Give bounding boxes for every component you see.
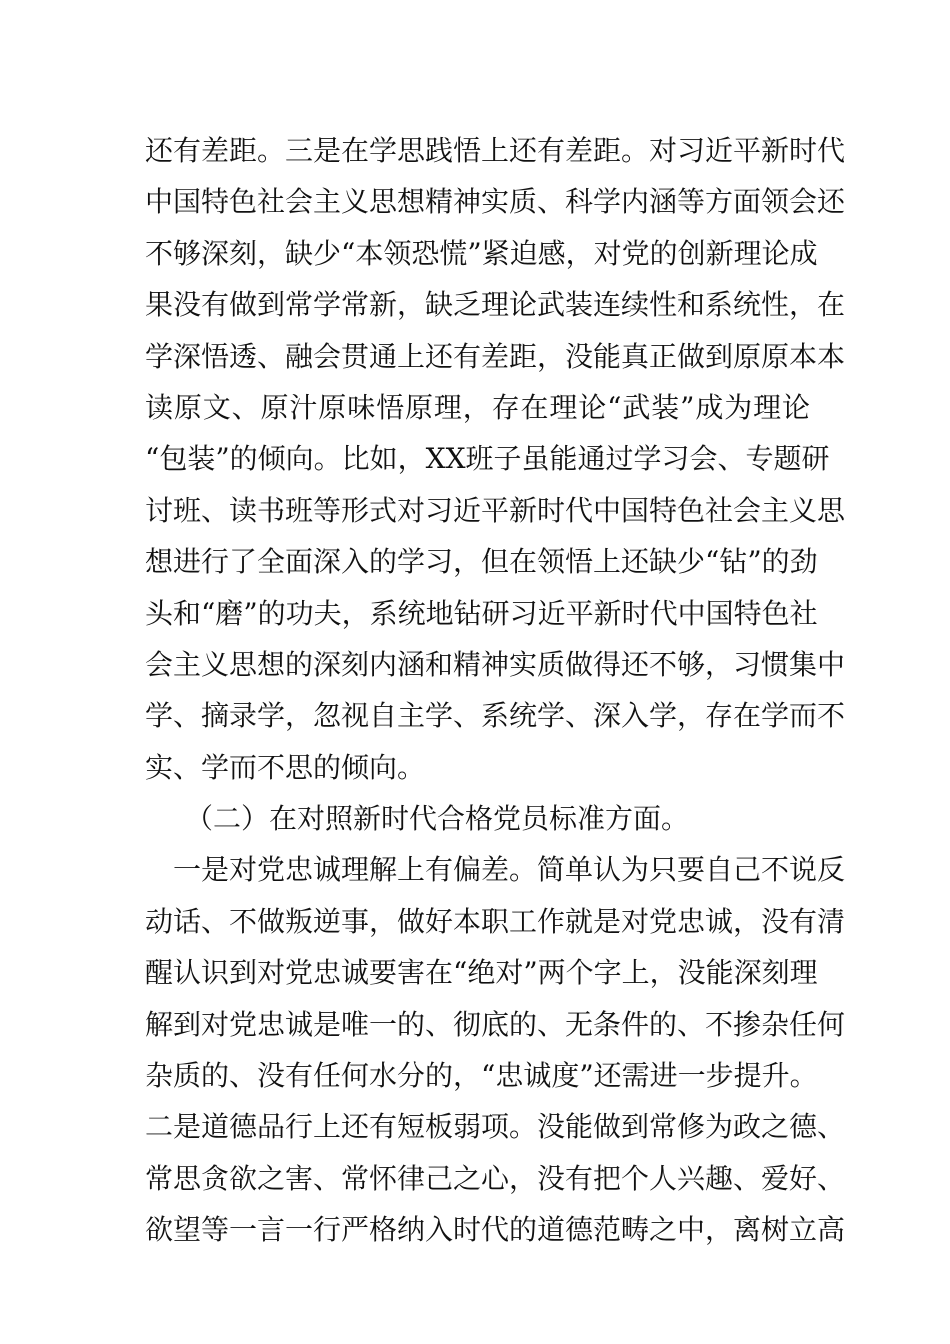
text-line: 动话、不做叛逆事，做好本职工作就是对党忠诚，没有清 <box>145 904 846 938</box>
text-line: 欲望等一言一行严格纳入时代的道德范畴之中，离树立高 <box>145 1213 846 1247</box>
text-line: 杂质的、没有任何水分的，“忠诚度”还需进一步提升。 <box>145 1059 818 1093</box>
text-line: 中国特色社会主义思想精神实质、科学内涵等方面领会还 <box>145 185 846 219</box>
text-line: 会主义思想的深刻内涵和精神实质做得还不够，习惯集中 <box>145 647 846 681</box>
section-heading: （二）在对照新时代合格党员标准方面。 <box>185 802 690 836</box>
text-line: 实、学而不思的倾向。 <box>145 750 426 784</box>
text-line: 还有差距。三是在学思践悟上还有差距。对习近平新时代 <box>145 134 846 167</box>
text-line: 学、摘录学，忽视自主学、系统学、深入学，存在学而不 <box>145 699 846 733</box>
text-line: 头和“磨”的功夫，系统地钻研习近平新时代中国特色社 <box>145 596 818 630</box>
text-line: 解到对党忠诚是唯一的、彻底的、无条件的、不掺杂任何 <box>145 1007 846 1041</box>
text-line: 读原文、原汁原味悟原理，存在理论“武装”成为理论 <box>145 390 810 424</box>
text-line: 不够深刻，缺少“本领恐慌”紧迫感，对党的创新理论成 <box>145 236 818 270</box>
text-line: 常思贪欲之害、常怀律己之心，没有把个人兴趣、爱好、 <box>145 1161 846 1195</box>
text-line: 一是对党忠诚理解上有偏差。简单认为只要自己不说反 <box>173 853 846 887</box>
text-line: 二是道德品行上还有短板弱项。没能做到常修为政之德、 <box>145 1110 846 1144</box>
document-body <box>145 125 846 1256</box>
text-line: 醒认识到对党忠诚要害在“绝对”两个字上，没能深刻理 <box>145 956 818 990</box>
text-line: 讨班、读书班等形式对习近平新时代中国特色社会主义思 <box>145 493 846 527</box>
text-line: “包装”的倾向。比如，XX班子虽能通过学习会、专题研 <box>145 442 830 476</box>
text-line: 果没有做到常学常新，缺乏理论武装连续性和系统性，在 <box>145 288 846 322</box>
text-line: 学深悟透、融会贯通上还有差距，没能真正做到原原本本 <box>145 339 846 373</box>
text-line: 想进行了全面深入的学习，但在领悟上还缺少“钻”的劲 <box>145 545 818 579</box>
